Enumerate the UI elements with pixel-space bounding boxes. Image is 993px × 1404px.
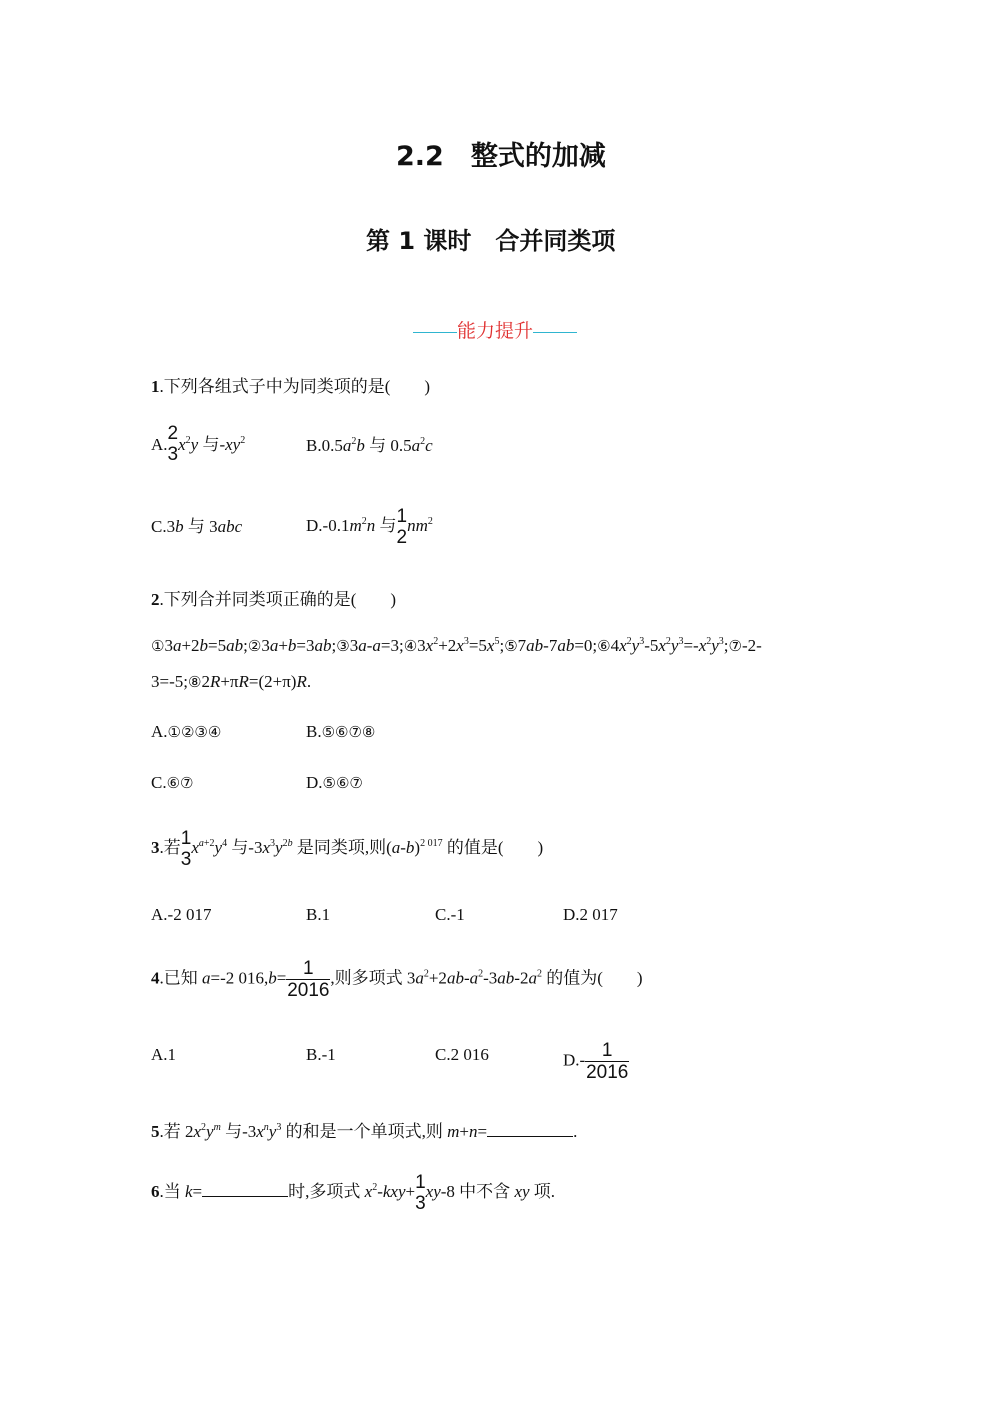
fraction [585, 1040, 629, 1083]
fraction-denominator: 3 [180, 849, 192, 870]
question-number: 4 [151, 968, 160, 988]
fraction-numerator: 1 [415, 1172, 426, 1193]
question-3-option-c: C.-1 [435, 905, 465, 924]
option-label: C. [151, 773, 167, 792]
question-number: 1 [151, 377, 160, 396]
question-4-option-b: B.-1 [306, 1045, 336, 1064]
option-label: A. [151, 722, 168, 741]
fraction-numerator: 1 [396, 506, 408, 527]
fraction-numerator: 1 [180, 828, 192, 849]
answer-blank[interactable] [202, 1182, 288, 1197]
fraction [396, 506, 407, 548]
fraction-denominator: 2016 [287, 980, 330, 1001]
fraction [181, 828, 192, 870]
question-number: 3 [151, 837, 160, 857]
option-value: ⑤⑥⑦ [322, 774, 363, 792]
answer-blank[interactable] [487, 1122, 573, 1137]
option-value: ⑤⑥⑦⑧ [321, 723, 376, 741]
question-text: .下列各组式子中为同类项的是( ) [159, 377, 431, 396]
question-1-option-a: A. 2 3 $x^2y$ 与$-xy^2$ [151, 423, 246, 465]
question-2-option-b [306, 722, 375, 742]
question-2-stem [151, 585, 396, 610]
question-number: 5 [151, 1122, 160, 1141]
page-title: 2.2 整式的加减 [396, 141, 606, 172]
fraction [415, 1172, 426, 1214]
fraction-numerator: 1 [286, 958, 330, 980]
question-1-option-d: $D.-0.1m^2n$ 与 1 2 $nm^2$ [306, 506, 433, 548]
question-2-expressions-line-1: $①3a+2b=5ab;②3a+b=3ab;③3a-a=3;④3x^2+2x^3=5x^5;⑤7ab-7ab=0;⑥4x^2y^3-5x^2y^3=-x^2y^3;⑦-2-$ [151, 636, 762, 655]
option-value: ①②③④ [167, 723, 222, 741]
question-number: 2 [151, 590, 160, 609]
question-2-option-a [151, 722, 221, 742]
option-label: A. [151, 434, 168, 454]
section-label: 能力提升 [457, 321, 534, 342]
question-2-option-c [151, 773, 194, 793]
fraction [168, 423, 179, 465]
section-rule-left [413, 332, 457, 333]
fraction-denominator: 3 [167, 444, 179, 465]
question-3-option-d: D.2 017 [563, 905, 618, 924]
option-label: D. [306, 773, 323, 792]
question-2-expressions-line-2: 3=-5;⑧2R+πR=(2+π)R. [151, 672, 312, 691]
option-label: C.3 [151, 517, 176, 536]
option-label: D.- [563, 1050, 586, 1070]
question-4-option-c: C.2 016 [435, 1045, 489, 1064]
question-3-option-a: A.-2 017 [151, 905, 212, 924]
question-1-stem [151, 372, 430, 397]
question-number: 6 [151, 1181, 160, 1201]
fraction-numerator: 1 [585, 1040, 629, 1062]
question-1-option-c: C.3b 与 3abc [151, 517, 243, 536]
fraction-denominator: 2 [396, 527, 408, 548]
question-5-stem: 5.若 $2x^2y^m$ 与$-3x^ny^3$ 的和是一个单项式,则 m+n= . [151, 1122, 578, 1141]
question-1-option-b: $B.0.5a^2b$ 与 $0.5a^2c$ [306, 436, 433, 455]
question-3-option-b: B.1 [306, 905, 331, 924]
fraction-denominator: 2016 [586, 1062, 629, 1083]
fraction-denominator: 3 [415, 1193, 426, 1214]
question-2-option-d [306, 773, 363, 793]
question-text: .下列合并同类项正确的是( ) [159, 590, 397, 609]
option-value: ⑥⑦ [166, 774, 194, 792]
lesson-subtitle: 第 1 课时 合并同类项 [366, 227, 616, 255]
question-6-stem: 6.当 k= 时,多项式 $x^2-kxy+$ 1 3 xy-8 中不含 xy 项. [151, 1172, 556, 1214]
question-4-option-d [563, 1040, 629, 1083]
fraction [286, 958, 330, 1001]
question-3-stem: 3.若 1 3 $x^{a+2}y^4$ 与$-3x^3y^{2b}$ 是同类项,则$(a-b)^{2 017}$ 的值是( ) [151, 828, 544, 870]
option-label: B.0.5 [306, 436, 343, 455]
section-rule-right [533, 332, 577, 333]
fraction-numerator: 2 [167, 423, 179, 444]
question-4-stem: 4.已知 a=-2 016,b= $\frac{1}{2016}$ ,则多项式 $3a^2+2ab-a^2-3ab-2a^2$ 的值为( ) [151, 958, 643, 1001]
section-heading [413, 316, 577, 343]
option-label: B. [306, 722, 322, 741]
question-4-option-a: A.1 [151, 1045, 177, 1064]
option-label: D.-0.1 [306, 515, 350, 535]
